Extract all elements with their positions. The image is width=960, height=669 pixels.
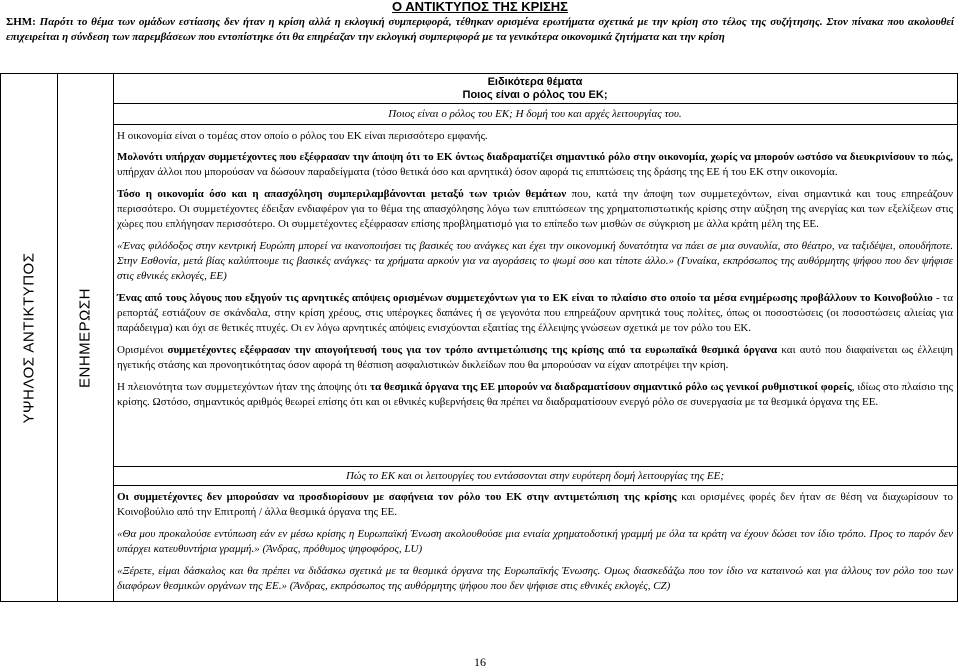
table-header-subtitle: Ποιος είναι ο ρόλος του ΕΚ; (462, 89, 608, 101)
impact-label: ΥΨΗΛΟΣ ΑΝΤΙΚΤΥΠΟΣ (20, 252, 38, 423)
bold-text: συμμετέχοντες εξέφρασαν την απογοήτευσή τους για τον τρόπο αντιμετώπισης της κρίσης από τα ευρωπαϊκά θεσμικά όργανα (167, 344, 778, 356)
text: και αυτό που διαφαίνεται ως έλλειψη ηγετικής στάσης και προνοητικότητας όσον αφορά τη θέσπιση ασφαλιστικών δικλείδων που θα μπορούσαν να είχαν αποτρέψει την κρίση. (117, 344, 953, 371)
section1-paragraph (117, 343, 953, 373)
text: Η πλειονότητα των συμμετεχόντων ήταν της άποψης ότι (117, 381, 370, 393)
bold-text: Μολονότι υπήρχαν συμμετέχοντες που εξέφρασαν την άποψη ότι το ΕΚ όντως διαδραματίζει σημαντικό ρόλο στην οικονομία, χωρίς να μπορούν ωστόσο να διευκρινίσουν το πώς, (117, 151, 953, 163)
table-header (113, 74, 957, 104)
content-column (113, 74, 957, 601)
bold-text: Ένας από τους λόγους που εξηγούν τις αρνητικές απόψεις ορισμένων συμμετεχόντων για το ΕΚ είναι το πλαίσιο στο οποίο τα μέσα ενημέρωσης προβάλλουν το Κοινοβούλιο (117, 292, 933, 304)
bold-text: Τόσο η οικονομία όσο και η απασχόληση συμπεριλαμβάνονται μεταξύ των τριών θεμάτων (117, 188, 567, 200)
section2-paragraph (117, 490, 953, 520)
section2-body (113, 486, 957, 601)
topic-column (57, 74, 114, 601)
intro-note (6, 15, 954, 45)
section1-paragraph (117, 291, 953, 336)
text: Ορισμένοι (117, 344, 168, 356)
bold-text: τα θεσμικά όργανα της ΕΕ μπορούν να διαδραματίσουν σημαντικό ρόλο ως γενικοί ρυθμιστικοί φορείς (369, 381, 852, 393)
section1-paragraph (117, 187, 953, 232)
section1-paragraph (117, 380, 953, 410)
note-lead: ΣΗΜ: (6, 16, 36, 28)
section2-question: Πώς το ΕΚ και οι λειτουργίες του εντάσσονται στην ευρύτερη δομή λειτουργίας της ΕΕ; (113, 467, 957, 486)
impact-table (0, 73, 958, 602)
quote: «Θα μου προκαλούσε εντύπωση εάν εν μέσω κρίσης η Ευρωπαϊκή Ένωση ακολουθούσε μια ενιαία χρηματοδοτική γραμμή με όλα τα κράτη να έχουν δώσει τον ίδιο τρόπο. Προς το παρόν δεν υπάρχει κατευθυντήρια γραμμή.» (Άνδρας, πρόθυμος ψηφοφόρος, LU) (117, 528, 953, 555)
section1-paragraph (117, 150, 953, 180)
section1-body (113, 125, 957, 467)
section1-paragraph: Η οικονομία είναι ο τομέας στον οποίο ο ρόλος του ΕΚ είναι περισσότερο εμφανής. (117, 130, 488, 142)
quote: «Ένας φιλόδοξος στην κεντρική Ευρώπη μπορεί να ικανοποιήσει τις βασικές του ανάγκες και έχει την οικονομική δυνατότητα να πάει σε μια συναυλία, στο θέατρο, να ταξιδέψει, οπουδήποτε. Στην Εσθονία, μετά βίας καλύπτουμε τις βασικές ανάγκες· τα χρήματα αρκούν για να αγοράσεις το ψωμί σου και τίποτε άλλο.» (Γυναίκα, εκπρόσωπος της αυθόρμητης ψήφου που δεν ψήφισε στις εθνικές εκλογές, EE) (117, 240, 953, 282)
page-number: 16 (474, 655, 486, 669)
text: που, κατά την άποψη των συμμετεχόντων, είναι σημαντικά και τους επηρεάζουν περισσότερο. Οι συμμετέχοντες έδειξαν ενδιαφέρον για το θέμα της απασχόλησης λόγω των επιπτώσεων της χρηματοπιστωτικής κρίσης στην αύξηση της ανεργίας και των εξελίξεων στις χώρες που επλήγησαν περισσότερο. Οι συμμετέχοντες εξέφρασαν επίσης προβληματισμό για το επίπεδο των μισθών σε σύγκριση με άλλα κράτη μέλη της ΕΕ. (117, 188, 953, 230)
text: υπήρχαν άλλοι που μπορούσαν να δώσουν παραδείγματα (τόσο θετικά όσο και αρνητικά) όσον αφορά τις επιπτώσεις της δράσης της ΕΕ ή του ΕΚ στην οικονομία. (117, 166, 838, 178)
bold-text: Οι συμμετέχοντες δεν μπορούσαν να προσδιορίσουν με σαφήνεια τον ρόλο του ΕΚ στην αντιμετώπιση της κρίσης (117, 491, 677, 503)
topic-label: ΕΝΗΜΕΡΩΣΗ (76, 287, 94, 388)
page-title: Ο ΑΝΤΙΚΤΥΠΟΣ ΤΗΣ ΚΡΙΣΗΣ (392, 0, 568, 14)
note-text: Παρότι το θέμα των ομάδων εστίασης δεν ήταν η κρίση αλλά η εκλογική συμπεριφορά, τέθηκαν ορισμένα ερωτήματα σχετικά με την κρίση στο τέλος της συζήτησης. Στον πίνακα που ακολουθεί επιχειρείται η σύνδεση των παρεμβάσεων που εντοπίστηκε ότι θα επηρέαζαν την εκλογική συμπεριφορά με τα γενικότερα οικονομικά ζητήματα και την κρίση (6, 16, 954, 43)
impact-column (1, 74, 58, 601)
text: , ιδίως στο πλαίσιο της κρίσης. Ωστόσο, σημαντικός αριθμός θεωρεί επίσης ότι και οι εθνικές κυβερνήσεις θα πρέπει να διαδραματίσουν ενεργό ρόλο σε συνεργασία με τα θεσμικά όργανα της ΕΕ. (117, 381, 954, 408)
text: - τα ρεπορτάζ εστιάζουν σε σκάνδαλα, στην κρίση χρέους, στις υπέρογκες δαπάνες ή σε γεγονότα που επηρεάζουν αρνητικά τους πολίτες, όπως οι ποσοστώσεις (οι ποσοστώσεις αλιείας για παράδειγμα) και όχι σε θετικές πτυχές. Οι εν λόγω αρνητικές απόψεις ενισχύονται εξαιτίας της έλλειψης γνώσεων σχετικά με τον ρόλο του ΕΚ. (117, 292, 953, 334)
text: και ορισμένες φορές δεν ήταν σε θέση να διαχωρίσουν το Κοινοβούλιο από την Επιτροπή / άλλα θεσμικά όργανα της ΕΕ. (117, 491, 953, 518)
table-header-title: Ειδικότερα θέματα (487, 76, 583, 88)
section1-question: Ποιος είναι ο ρόλος του ΕΚ; Η δομή του και αρχές λειτουργίας του. (113, 104, 957, 125)
quote: «Ξέρετε, είμαι δάσκαλος και θα πρέπει να διδάσκω σχετικά με τα θεσμικά όργανα της Ευρωπαϊκής Ένωσης. Ομως διασκεδάζω που τον ίδιο να καταινοώ και για άλλους τον ρόλο του των διαφόρων θεσμικών οργάνων της ΕΕ.» (Άνδρας, εκπρόσωπος της αυθόρμητης ψήφου που δεν ψήφισε στις εθνικές εκλογές, CZ) (117, 565, 953, 592)
